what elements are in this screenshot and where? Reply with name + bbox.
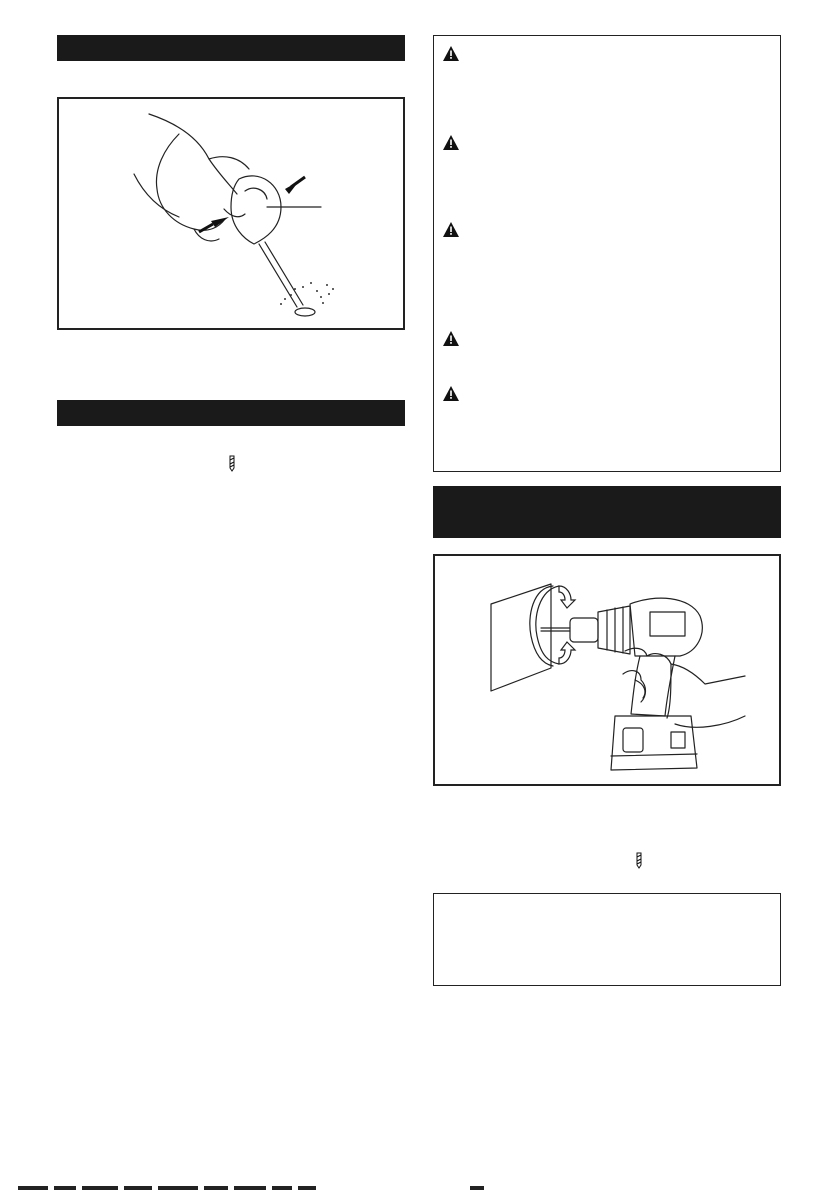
section-header-bar <box>433 486 781 538</box>
drill-bit-icon <box>635 852 643 869</box>
figure-driver-drill <box>433 554 781 786</box>
blow-out-bulb-illustration <box>59 99 403 328</box>
footer-fragment <box>0 1184 840 1192</box>
warning-triangle-icon <box>443 46 459 61</box>
warning-triangle-icon <box>443 331 459 346</box>
section-header-bar <box>57 35 405 61</box>
warning-triangle-icon <box>443 386 459 401</box>
left-column <box>57 35 405 426</box>
warning-box <box>433 35 781 472</box>
driver-drill-illustration <box>435 556 779 784</box>
section-header-bar <box>57 400 405 426</box>
note-box <box>433 893 781 986</box>
figure-blow-out-bulb <box>57 97 405 330</box>
right-column <box>433 35 781 786</box>
warning-triangle-icon <box>443 222 459 237</box>
warning-triangle-icon <box>443 135 459 150</box>
drill-bit-icon <box>228 455 236 472</box>
